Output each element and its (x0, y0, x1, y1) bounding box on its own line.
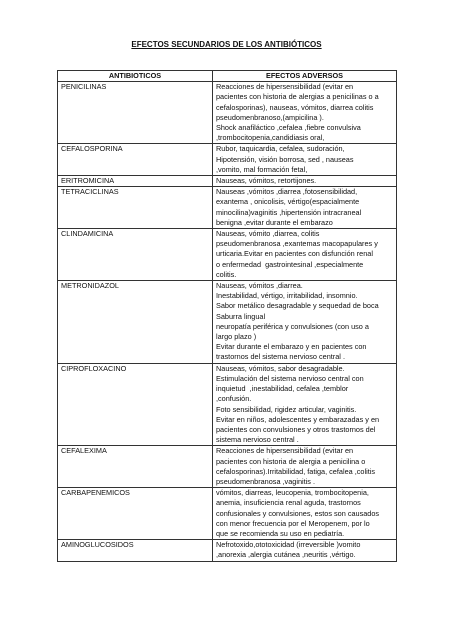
effect-line: anemia, insuficiencia renal aguda, trastornos (216, 498, 361, 508)
antibiotic-name: CLINDAMICINA (58, 229, 213, 281)
adverse-effects-cell (213, 488, 397, 540)
table-row (58, 363, 397, 446)
table-row (58, 446, 397, 488)
effect-line: benigna ,evitar durante el embarazo (216, 217, 333, 227)
antibiotic-name: CEFALEXIMA (58, 446, 213, 488)
table-row (58, 281, 397, 364)
adverse-effects-cell (213, 281, 397, 364)
antibiotic-name: ERITROMICINA (58, 176, 213, 187)
effect-line: Nauseas, vómitos ,diarrea. (216, 281, 303, 291)
effect-line: sistema nervioso central . (216, 435, 299, 445)
effect-line: Nauseas ,vómitos ,diarrea ,fotosensibilidad, (216, 187, 358, 197)
effect-line: vómitos, diarreas, leucopenia, trombocitopenia, (216, 488, 369, 498)
antibiotic-name: CEFALOSPORINA (58, 144, 213, 176)
effect-line: Hipotensión, visión borrosa, sed , nauseas (216, 154, 354, 164)
effect-line: ,anorexia ,alergia cutánea ,neuritis ,vértigo. (216, 550, 356, 560)
effect-line: ,confusión. (216, 394, 252, 404)
effect-line: Nauseas, vómito ,diarrea, colitis (216, 229, 320, 239)
adverse-effects-cell (213, 540, 397, 561)
antibiotic-name: CARBAPENEMICOS (58, 488, 213, 540)
effect-line: urticaria.Evitar en pacientes con disfunción renal (216, 249, 373, 259)
effect-line: pseudomenbranosa ,vaginitis . (216, 476, 315, 486)
effect-line: trastornos del sistema nervioso central . (216, 352, 345, 362)
table-header-row (58, 71, 397, 82)
effect-line: pseudomenbranosa ,exantemas macopapulares y (216, 239, 378, 249)
effect-line: Nauseas, vómitos, retortijones. (216, 176, 317, 186)
table-row (58, 82, 397, 144)
effect-line: colitis. (216, 269, 237, 279)
adverse-effects-cell (213, 229, 397, 281)
table-row (58, 540, 397, 561)
effect-line: exantema , onicolisis, vértigo(espacialmente (216, 197, 360, 207)
effect-line: Rubor, taquicardia, cefalea, sudoración, (216, 144, 345, 154)
effect-line: confusionales y convulsiones, estos son causados (216, 508, 380, 518)
adverse-effects-cell (213, 363, 397, 446)
antibiotic-name: PENICILINAS (58, 82, 213, 144)
effect-line: pseudomenbranoso,(ampicilina ). (216, 112, 324, 122)
effect-line: Reacciones de hipersensibilidad (evitar en (216, 446, 354, 456)
effect-line: Estimulación del sistema nervioso central con (216, 373, 364, 383)
effect-line: Nefrotoxido,ototoxicidad (irreversible )vomito (216, 540, 361, 550)
adverse-effects-cell (213, 446, 397, 488)
column-header-antibiotics: ANTIBIOTICOS (58, 71, 213, 82)
adverse-effects-cell (213, 82, 397, 144)
antibiotic-name: METRONIDAZOL (58, 281, 213, 364)
page-title: EFECTOS SECUNDARIOS DE LOS ANTIBIÓTICOS (131, 40, 322, 49)
effect-line: Saburra lingual (216, 311, 266, 321)
effect-line: minocilina)vaginitis ,hipertensión intracraneal (216, 207, 362, 217)
effect-line: con menor frecuencia por el Meropenem, por lo (216, 518, 370, 528)
adverse-effects-cell (213, 144, 397, 176)
effect-line: pacientes con convulsiones y otros trastornos del (216, 424, 376, 434)
effect-line: ,trombocitopenia,candidiasis oral, (216, 133, 325, 143)
effect-line: Evitar en niños, adolescentes y embarazadas y en (216, 414, 380, 424)
effect-line: cefalosporinas), nauseas, vómitos, diarrea colitis (216, 102, 374, 112)
antibiotic-name: AMINOGLUCOSIDOS (58, 540, 213, 561)
table-row (58, 187, 397, 229)
adverse-effects-cell (213, 187, 397, 229)
table-row (58, 176, 397, 187)
effect-line: inquietud ,inestabilidad, cefalea ,temblor (216, 384, 349, 394)
effect-line: Sabor metálico desagradable y sequedad de boca (216, 301, 379, 311)
effect-line: o enfermedad gastrointesinal ,especialmente (216, 259, 364, 269)
effect-line: pacientes con historia de alergia a penicilina o (216, 456, 366, 466)
effect-line: Inestabilidad, vértigo, irritabilidad, insomnio. (216, 291, 358, 301)
effect-line: Reacciones de hipersensibilidad (evitar en (216, 82, 354, 92)
effect-line: Evitar durante el embarazo y en pacientes con (216, 342, 367, 352)
adverse-effects-cell (213, 176, 397, 187)
antibiotic-name: CIPROFLOXACINO (58, 363, 213, 446)
effect-line: cefalosporinas).Irritabilidad, fatiga, cefalea ,colitis (216, 466, 375, 476)
table-row (58, 229, 397, 281)
effect-line: Nauseas, vómitos, sabor desagradable. (216, 363, 345, 373)
column-header-adverse-effects: EFECTOS ADVERSOS (213, 71, 397, 82)
side-effects-table (57, 70, 397, 562)
table-row (58, 488, 397, 540)
effect-line: largo plazo ) (216, 332, 257, 342)
effect-line: pacientes con historia de alergias a penicilinas o a (216, 92, 379, 102)
table-row (58, 144, 397, 176)
antibiotic-name: TETRACICLINAS (58, 187, 213, 229)
effect-line: que se recomienda su uso en pediatría. (216, 528, 345, 538)
effect-line: Foto sensibilidad, rigidez articular, vaginitis. (216, 404, 357, 414)
effect-line: neuropatía periférica y convulsiones (con uso a (216, 321, 369, 331)
effect-line: ,vomito, mal formación fetal, (216, 164, 308, 174)
effect-line: Shock anafiláctico ,cefalea ,fiebre convulsiva (216, 123, 361, 133)
